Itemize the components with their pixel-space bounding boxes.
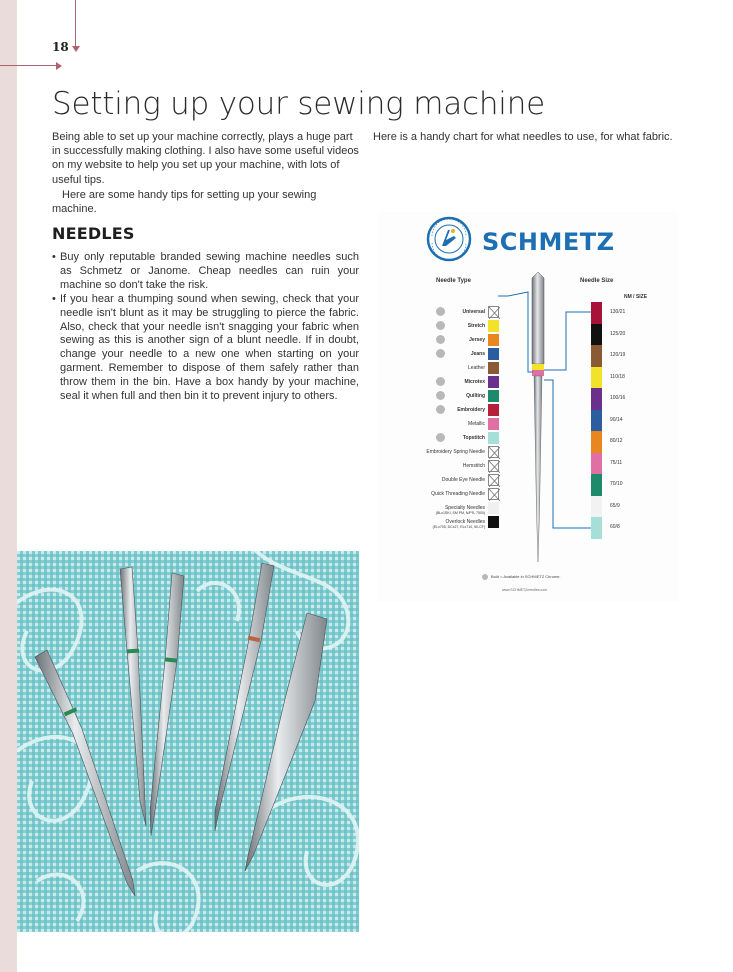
needle-type-color-swatch — [488, 404, 499, 416]
needle-type-color-swatch — [488, 320, 499, 332]
page-title: Setting up your sewing machine — [52, 86, 546, 122]
nm-size-heading: NM / SIZE — [624, 294, 648, 300]
page-margin-strip — [0, 0, 17, 972]
needle-size-color-swatch — [591, 410, 602, 432]
needle-type-color-swatch — [488, 474, 499, 486]
needle-type-label: Universal — [462, 309, 485, 315]
needle-size-color-swatch — [591, 345, 602, 367]
needle-size-label: 80/12 — [610, 438, 623, 444]
needle-size-color-swatch — [591, 453, 602, 475]
schmetz-brand-name: SCHMETZ — [482, 228, 615, 256]
needle-size-label: 110/18 — [610, 373, 625, 380]
needle-type-label: Leather — [468, 365, 485, 371]
chrome-available-dot-icon — [436, 405, 445, 414]
needle-type-label: Quilting — [466, 393, 485, 399]
chrome-available-dot-icon — [436, 335, 445, 344]
needle-size-label: 60/8 — [610, 524, 620, 530]
needle-type-color-swatch — [488, 502, 499, 514]
intro-text — [52, 130, 362, 216]
needles-photo-icon — [17, 551, 359, 932]
needle-type-color-swatch — [488, 488, 499, 500]
needle-diagram-icon — [378, 212, 678, 602]
needle-type-label: Jersey — [469, 337, 485, 343]
crop-mark-arrow-right-icon — [56, 62, 62, 70]
needle-size-label: 125/20 — [610, 330, 626, 337]
chrome-available-dot-icon — [436, 349, 445, 358]
bullet-item: • If you hear a thumping sound when sewing, check that your needle isn't blunt as it may be struggling to pierce the fabric. Also, check that your needle isn't snagging your fabric when sewing as this is another sign of a blunt needle. If in doubt, change your needle to a new one when starting on your garment. Remember to dispose of them safely rather than throw them in the bin. Have a box handy by your machine, seal it when full and then bin it to prevent injury to others. — [52, 293, 359, 404]
needle-type-label: Embroidery — [457, 407, 485, 413]
page-number: 18 — [52, 40, 69, 54]
needle-type-color-swatch — [488, 362, 499, 374]
needle-size-color-swatch — [591, 302, 602, 324]
needle-type-color-swatch — [488, 516, 499, 528]
chrome-available-dot-icon — [436, 307, 445, 316]
needle-type-color-swatch — [488, 390, 499, 402]
intro-paragraph: Here are some handy tips for setting up your sewing machine. — [52, 188, 317, 216]
chart-url: www.SCHMETZneedles.com — [502, 588, 548, 592]
intro-paragraph: Being able to set up your machine correctly, plays a huge part in successfully making clothing. I also have some useful videos on my website to help you set up your machine, with lots of useful tips. — [52, 131, 359, 186]
needle-type-sublabel: (BLx1SKI, SM PM, N/PS, 7500) — [435, 511, 485, 515]
needle-size-label: 65/9 — [610, 502, 620, 509]
chrome-available-dot-icon — [436, 433, 445, 442]
needles-on-fabric-photo — [17, 551, 359, 932]
needle-size-label: 70/10 — [610, 481, 623, 487]
needle-type-label: Overlock Needles — [445, 519, 485, 525]
needle-type-label: Embroidery Spring Needle — [426, 449, 485, 455]
needle-size-color-swatch — [591, 324, 602, 346]
needle-size-color-swatch — [591, 431, 602, 453]
needle-type-heading: Needle Type — [436, 278, 471, 284]
needle-size-color-swatch — [591, 388, 602, 410]
needle-type-label: Metallic — [468, 421, 485, 427]
crop-mark-vertical — [75, 0, 76, 48]
needle-type-label: Quick Threading Needle — [431, 491, 485, 497]
needle-type-label: Stretch — [467, 323, 485, 329]
needle-type-color-swatch — [488, 432, 499, 444]
needle-type-color-swatch — [488, 348, 499, 360]
needle-size-color-swatch — [591, 474, 602, 496]
chrome-available-dot-icon — [436, 321, 445, 330]
needle-size-label: 75/11 — [610, 459, 623, 466]
needle-type-label: Double Eye Needle — [441, 477, 485, 483]
crop-mark-arrow-down-icon — [72, 46, 80, 52]
needle-type-color-swatch — [488, 460, 499, 472]
schmetz-needle-chart — [378, 212, 678, 602]
needle-type-label: Topstitch — [462, 435, 485, 441]
needle-type-color-swatch — [488, 376, 499, 388]
needle-type-color-swatch — [488, 334, 499, 346]
needle-type-color-swatch — [488, 306, 499, 318]
needle-size-heading: Needle Size — [580, 278, 614, 284]
needle-type-label: Jeans — [470, 351, 485, 357]
needle-size-label: 120/19 — [610, 352, 626, 358]
needle-type-label: Microtex — [464, 379, 485, 385]
needle-type-label: Specialty Needles — [444, 505, 485, 511]
needle-size-color-swatch — [591, 496, 602, 518]
needle-size-color-swatch — [591, 367, 602, 389]
needle-type-label: Hemstitch — [462, 463, 485, 469]
chrome-available-dot-icon — [436, 377, 445, 386]
needle-type-color-swatch — [488, 418, 499, 430]
needle-type-sublabel: (ELx705, DCx27, ELx710, 50-CF) — [432, 525, 485, 529]
needle-size-label: 130/21 — [610, 309, 626, 315]
section-heading-needles: NEEDLES — [52, 224, 135, 243]
bullet-item: • Buy only reputable branded sewing machine needles such as Schmetz or Janome. Cheap needles can ruin your machine so don't take the risk. — [52, 251, 359, 293]
chrome-available-dot-icon — [436, 391, 445, 400]
needle-size-label: 90/14 — [610, 416, 623, 423]
chart-footnote: Bold = Available in SCHMETZ Chrome. — [491, 574, 561, 579]
crop-mark-horizontal — [0, 65, 58, 66]
chart-caption: Here is a handy chart for what needles to use, for what fabric. — [373, 131, 673, 143]
needle-size-label: 100/16 — [610, 395, 626, 401]
needle-type-color-swatch — [488, 446, 499, 458]
needles-bullet-list — [52, 251, 359, 404]
legend-dot-icon — [482, 574, 488, 580]
needle-size-color-swatch — [591, 517, 602, 539]
